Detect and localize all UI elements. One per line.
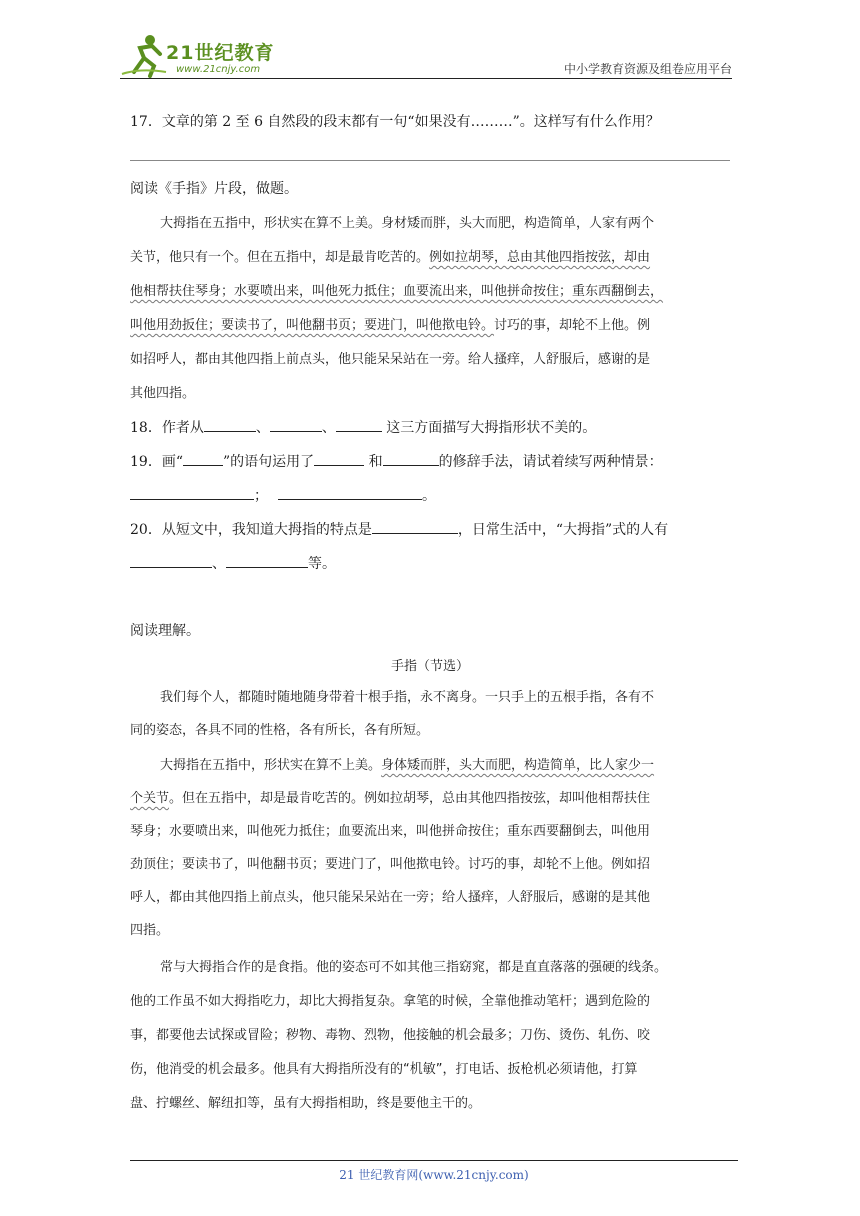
answer-blank[interactable] (270, 417, 322, 432)
answer-line-17 (130, 160, 730, 161)
wavy-underlined-sentence: 例如拉胡琴，总由其他四指按弦，却由 (429, 250, 651, 265)
question-20: 20．从短文中，我知道大拇指的特点是 ，日常生活中，“大拇指”式的人有 (130, 519, 668, 540)
runner-logo-icon (120, 32, 168, 78)
section2-intro: 阅读理解。 (130, 623, 200, 639)
answer-blank[interactable] (372, 519, 458, 534)
wavy-underlined-sentence: 个关节 (130, 791, 170, 806)
footer-text: 21 世纪教育网(www.21cnjy.com) (339, 1168, 529, 1182)
passage1-line: 叫他用劲扳住；要读书了，叫他翻书页；要进门，叫他揿电铃。讨巧的事，却轮不上他。例 (130, 318, 651, 333)
passage2-line: 我们每个人，都随时随地随身带着十根手指，永不离身。一只手上的五根手指，各有不 (160, 690, 655, 705)
passage2-line: 他的工作虽不如大拇指吃力，却比大拇指复杂。拿笔的时候，全靠他推动笔杆；遇到危险的 (130, 994, 651, 1009)
page-header (120, 30, 732, 82)
passage2-line: 大拇指在五指中，形状实在算不上美。身体矮而胖，头大而肥，构造简单，比人家少一 (160, 758, 655, 773)
logo-url: www.21cnjy.com (176, 64, 261, 75)
logo (120, 32, 320, 80)
passage1-line (130, 282, 663, 302)
passage1-line: 大拇指在五指中，形状实在算不上美。身材矮而胖，头大而肥，构造简单，人家有两个 (160, 216, 655, 231)
question-19-answers: ； 。 (130, 485, 436, 506)
answer-blank[interactable] (383, 451, 439, 466)
logo-text: 21世纪教育 (166, 42, 275, 64)
platform-name: 中小学教育资源及组卷应用平台 (563, 62, 732, 76)
passage2-line: 同的姿态，各具不同的性格，各有所长，各有所短。 (130, 723, 430, 738)
passage1-line: 其他四指。 (130, 386, 196, 401)
answer-blank[interactable] (130, 553, 212, 568)
answer-blank[interactable] (278, 485, 422, 500)
passage2-line: 伤，他消受的机会最多。他具有大拇指所没有的“机敏”，打电话、扳枪机必须请他，打算 (130, 1062, 638, 1077)
passage2-line: 个关节。但在五指中，却是最肯吃苦的。例如拉胡琴，总由其他四指按弦，却叫他相帮扶住 (130, 791, 651, 806)
passage2-line: 劲顶住；要读书了，叫他翻书页；要进门了，叫他揿电铃。讨巧的事，却轮不上他。例如招 (130, 857, 651, 872)
passage2-line: 事，都要他去试探或冒险；秽物、毒物、烈物，他接触的机会最多；刀伤、烫伤、轧伤、咬 (130, 1028, 651, 1043)
passage2-line: 琴身；水要喷出来，叫他死力抵住；血要流出来，叫他拼命按住；重东西要翻倒去，叫他用 (130, 824, 651, 839)
section1-intro: 阅读《手指》片段，做题。 (130, 181, 298, 197)
passage1-line: 关节，他只有一个。但在五指中，却是最肯吃苦的。例如拉胡琴，总由其他四指按弦，却由 (130, 250, 651, 265)
passage2-line: 呼人，都由其他四指上前点头，他只能呆呆站在一旁；给人搔痒，人舒服后，感谢的是其他 (130, 890, 651, 905)
answer-blank[interactable] (314, 451, 364, 466)
passage2-line: 盘、拧螺丝、解纽扣等，虽有大拇指相助，终是要他主干的。 (130, 1096, 482, 1111)
question-18: 18．作者从 、 、 这三方面描写大拇指形状不美的。 (130, 417, 596, 438)
answer-blank[interactable] (204, 417, 256, 432)
answer-blank[interactable] (183, 451, 223, 466)
passage2-line: 常与大拇指合作的是食指。他的姿态可不如其他三指窈窕，都是直直落落的强硬的线条。 (160, 960, 668, 975)
wavy-underlined-sentence: 他相帮扶住琴身；水要喷出来，叫他死力抵住；血要流出来，叫他拼命按住；重东西翻倒去， (130, 284, 664, 299)
answer-blank[interactable] (336, 417, 382, 432)
passage-title: 手指（节选） (390, 659, 469, 674)
answer-blank[interactable] (130, 485, 254, 500)
header-divider (120, 78, 732, 79)
question-19: 19．画“ ”的语句运用了 和 的修辞手法，请试着续写两种情景： (130, 451, 663, 472)
footer-divider (130, 1160, 738, 1161)
answer-blank[interactable] (226, 553, 308, 568)
wavy-underlined-sentence: 叫他用劲扳住；要读书了，叫他翻书页；要进门，叫他揿电铃。 (130, 318, 495, 333)
passage2-line: 四指。 (130, 923, 170, 938)
question-17: 17．文章的第 2 至 6 自然段的段末都有一句“如果没有………”。这样写有什么作用？ (130, 114, 660, 130)
question-20-answers: 、 等。 (130, 553, 336, 574)
wavy-underlined-sentence: 身体矮而胖，头大而肥，构造简单，比人家少一 (381, 758, 655, 773)
passage1-line: 如招呼人，都由其他四指上前点头，他只能呆呆站在一旁。给人搔痒，人舒服后，感谢的是 (130, 352, 651, 367)
